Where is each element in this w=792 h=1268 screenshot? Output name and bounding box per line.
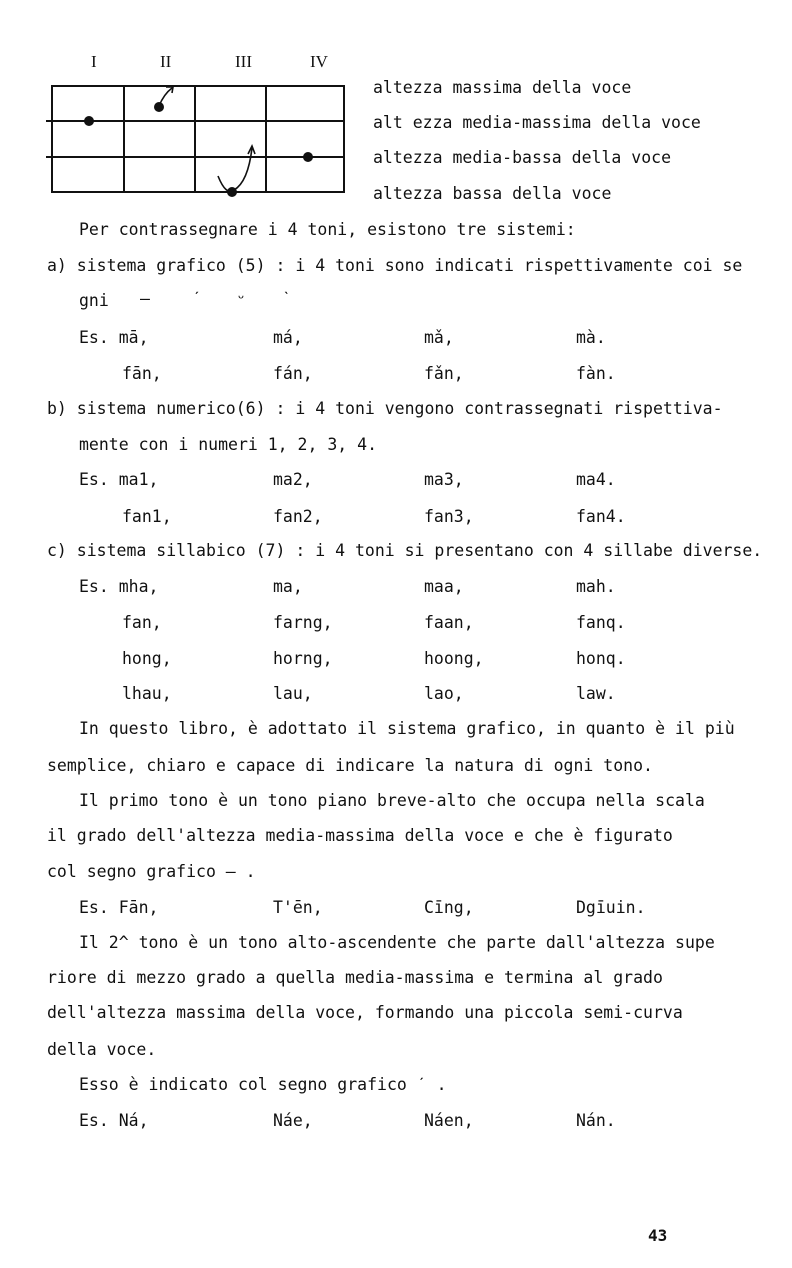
example-b2-2: fan2, — [273, 507, 323, 526]
tone3-dot — [227, 187, 237, 197]
example-tone2-3: Náen, — [424, 1111, 474, 1130]
example-c4-2: lau, — [273, 684, 313, 703]
system-a-line1: a) sistema grafico (5) : i 4 toni sono indicati rispettivamente coi se — [47, 256, 743, 275]
paragraph-2-line2: il grado dell'altezza media-massima della voce e che è figurato — [47, 826, 673, 845]
tone2-dot — [154, 102, 164, 112]
example-a2-2: fán, — [273, 364, 313, 383]
example-c1-3: maa, — [424, 577, 464, 596]
paragraph-2-line3: col segno grafico — . — [47, 862, 256, 881]
example-c3-4: honq. — [576, 649, 626, 668]
example-c2-2: farng, — [273, 613, 333, 632]
example-a2-3: fǎn, — [424, 364, 464, 383]
level-label-mid-high: alt ezza media-massima della voce — [373, 113, 701, 132]
system-b-line1: b) sistema numerico(6) : i 4 toni vengono contrassegnati rispettiva- — [47, 399, 723, 418]
example-b1-2: ma2, — [273, 470, 313, 489]
sign-level-icon: — — [140, 289, 150, 308]
example-tone1-2: T'ēn, — [273, 898, 323, 917]
sign-rising-icon: ˊ — [192, 289, 202, 308]
example-c1-2: ma, — [273, 577, 303, 596]
example-b2-3: fan3, — [424, 507, 474, 526]
column-label-1: I — [91, 52, 97, 71]
example-a1-1: Es. mā, — [79, 328, 149, 347]
example-a1-4: mà. — [576, 328, 606, 347]
level-label-low: altezza bassa della voce — [373, 184, 612, 203]
example-c2-4: fanq. — [576, 613, 626, 632]
column-label-3: III — [235, 52, 252, 71]
example-tone2-1: Es. Ná, — [79, 1111, 149, 1130]
paragraph-2-line1: Il primo tono è un tono piano breve-alto che occupa nella scala — [79, 791, 705, 810]
example-tone2-4: Nán. — [576, 1111, 616, 1130]
example-b1-4: ma4. — [576, 470, 616, 489]
paragraph-3-line1: Il 2^ tono è un tono alto-ascendente che parte dall'altezza supe — [79, 933, 715, 952]
example-c1-4: mah. — [576, 577, 616, 596]
paragraph-4: Esso è indicato col segno grafico ˊ . — [79, 1075, 447, 1094]
example-b1-3: ma3, — [424, 470, 464, 489]
column-label-2: II — [160, 52, 172, 71]
example-b2-1: fan1, — [122, 507, 172, 526]
system-a-line2: gni — [79, 291, 109, 310]
example-c4-3: lao, — [424, 684, 464, 703]
paragraph-3-line3: dell'altezza massima della voce, formando una piccola semi-curva — [47, 1003, 683, 1022]
level-label-high: altezza massima della voce — [373, 78, 632, 97]
example-c3-2: horng, — [273, 649, 333, 668]
diagram-frame — [52, 86, 344, 192]
example-tone1-4: Dgīuin. — [576, 898, 646, 917]
system-b-line2: mente con i numeri 1, 2, 3, 4. — [79, 435, 378, 454]
example-a1-2: má, — [273, 328, 303, 347]
column-label-4: IV — [310, 52, 328, 71]
example-c2-1: fan, — [122, 613, 162, 632]
example-tone2-2: Náe, — [273, 1111, 313, 1130]
example-b2-4: fan4. — [576, 507, 626, 526]
tone-diagram — [46, 78, 356, 206]
example-b1-1: Es. ma1, — [79, 470, 159, 489]
example-c3-3: hoong, — [424, 649, 484, 668]
example-a1-3: mǎ, — [424, 328, 454, 347]
paragraph-1-line2: semplice, chiaro e capace di indicare la natura di ogni tono. — [47, 756, 653, 775]
paragraph-3-line4: della voce. — [47, 1040, 157, 1059]
level-label-mid-low: altezza media-bassa della voce — [373, 148, 672, 167]
system-c-line1: c) sistema sillabico (7) : i 4 toni si presentano con 4 sillabe diverse. — [47, 541, 763, 560]
example-tone1-3: Cīng, — [424, 898, 474, 917]
example-c1-1: Es. mha, — [79, 577, 159, 596]
example-a2-1: fān, — [122, 364, 162, 383]
sign-falling-icon: ˋ — [282, 289, 292, 308]
paragraph-3-line2: riore di mezzo grado a quella media-massima e termina al grado — [47, 968, 663, 987]
tone3-dip-stroke — [218, 148, 252, 191]
example-c4-4: law. — [576, 684, 616, 703]
example-c2-3: faan, — [424, 613, 474, 632]
paragraph-1-line1: In questo libro, è adottato il sistema grafico, in quanto è il più — [79, 719, 735, 738]
tone1-dot — [84, 116, 94, 126]
example-a2-4: fàn. — [576, 364, 616, 383]
intro-text: Per contrassegnare i 4 toni, esistono tre sistemi: — [79, 220, 576, 239]
example-c4-1: lhau, — [122, 684, 172, 703]
tone4-dot — [303, 152, 313, 162]
example-c3-1: hong, — [122, 649, 172, 668]
page-number: 43 — [648, 1226, 668, 1245]
sign-dipping-icon: ᵕ — [236, 289, 246, 308]
example-tone1-1: Es. Fān, — [79, 898, 159, 917]
